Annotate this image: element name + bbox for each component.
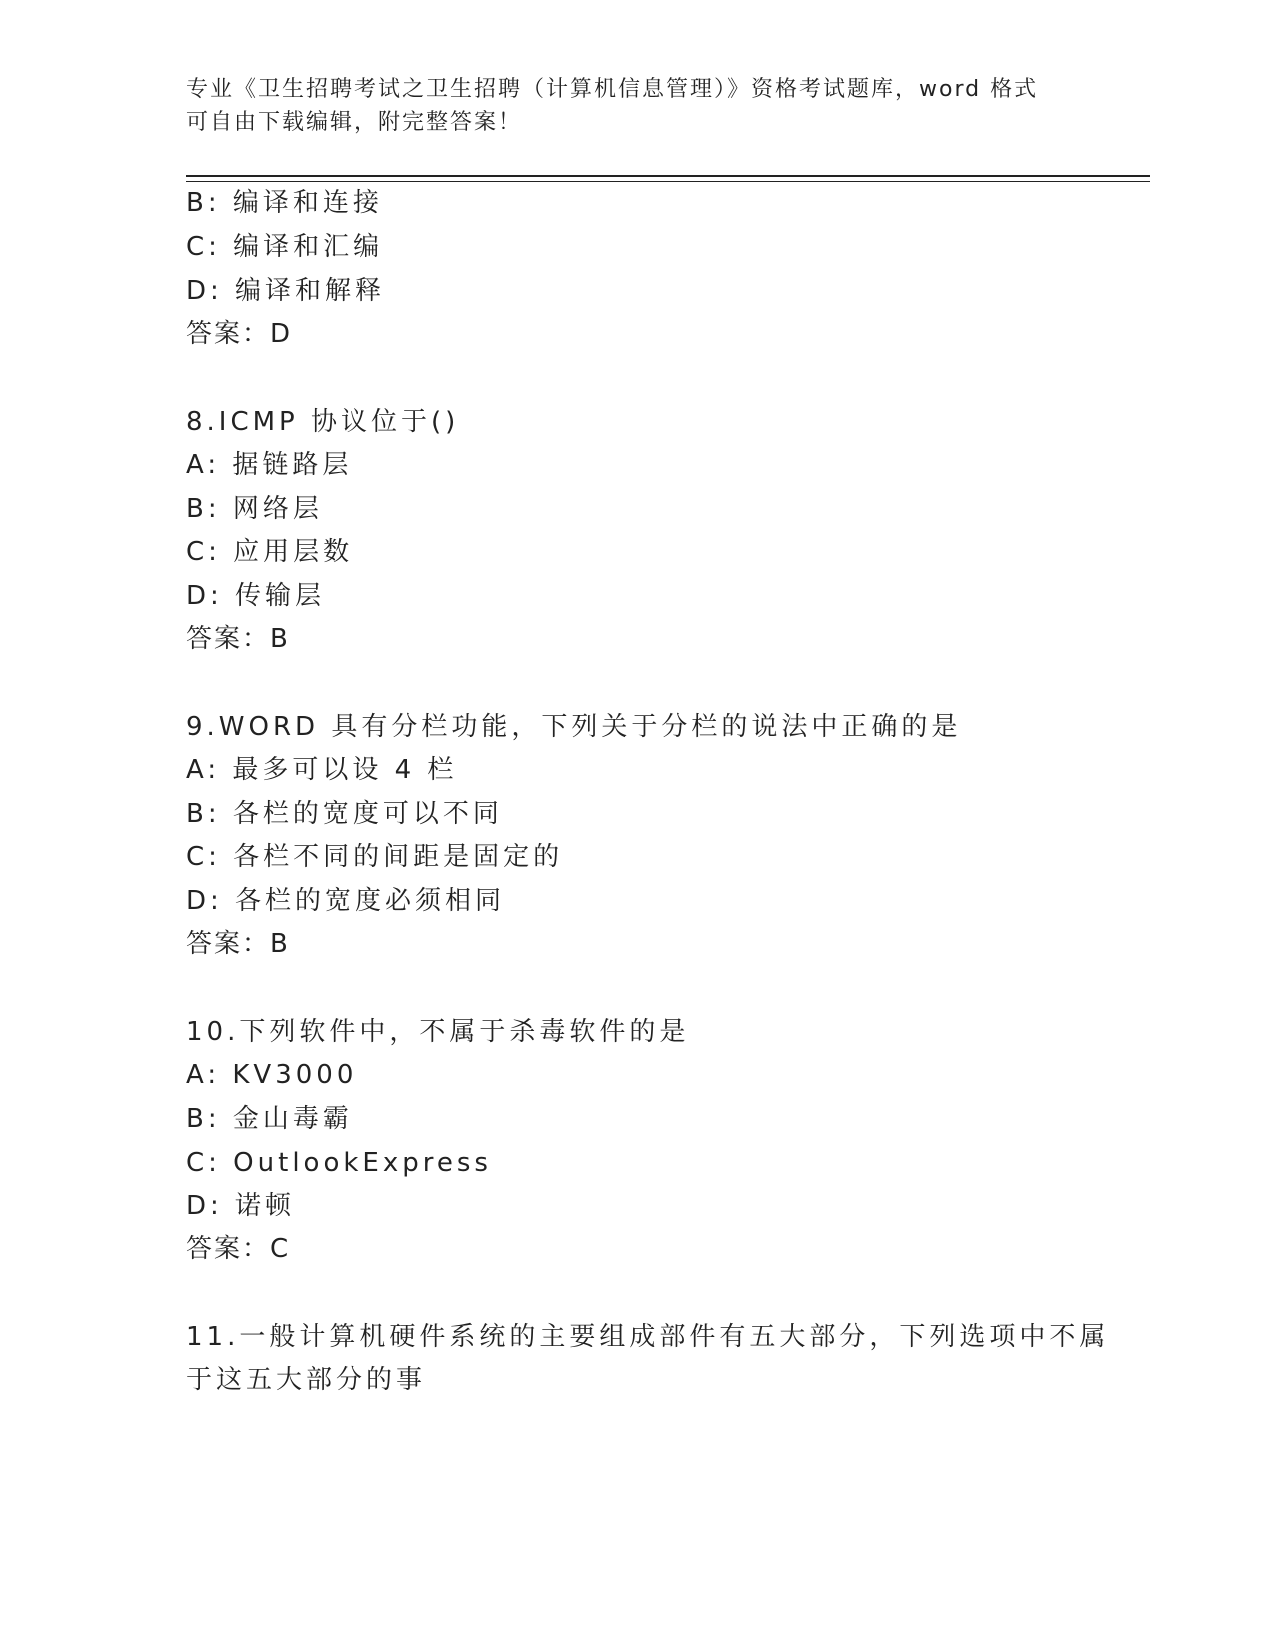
q7-option-d: D: 编译和解释 [186,276,386,306]
q8-answer: 答案：B [186,624,290,654]
q10-option-c: C: OutlookExpress [186,1148,492,1178]
q10-option-b: B: 金山毒霸 [186,1104,353,1134]
q10-stem: 10.下列软件中，不属于杀毒软件的是 [186,1017,690,1047]
q9-option-a: A: 最多可以设 4 栏 [186,755,458,785]
q9-option-c: C: 各栏不同的间距是固定的 [186,842,564,872]
q9-answer: 答案：B [186,929,290,959]
q7-option-b: B: 编译和连接 [186,188,383,218]
q9-option-d: D: 各栏的宽度必须相同 [186,886,506,916]
header-divider-thin [186,181,1150,182]
q7-option-c: C: 编译和汇编 [186,232,384,262]
q9-option-b: B: 各栏的宽度可以不同 [186,799,503,829]
q7-answer: 答案：D [186,319,293,349]
document-header [186,73,1086,139]
header-divider-thick [186,175,1150,177]
q8-option-c: C: 应用层数 [186,537,354,567]
q8-option-b: B: 网络层 [186,494,323,524]
q10-answer: 答案：C [186,1234,291,1264]
q9-stem: 9.WORD 具有分栏功能，下列关于分栏的说法中正确的是 [186,712,962,742]
q8-option-d: D: 传输层 [186,581,326,611]
header-line-2: 可自由下载编辑，附完整答案！ [186,110,523,135]
q11-stem-line-1: 11.一般计算机硬件系统的主要组成部件有五大部分，下列选项中不属 [186,1322,1110,1352]
q10-option-a: A: KV3000 [186,1060,358,1090]
q11-stem-line-2: 于这五大部分的事 [186,1365,427,1395]
q8-stem: 8.ICMP 协议位于() [186,407,460,437]
q8-option-a: A: 据链路层 [186,450,353,480]
header-line-1: 专业《卫生招聘考试之卫生招聘（计算机信息管理）》资格考试题库，word 格式 [186,77,1039,102]
q10-option-d: D: 诺顿 [186,1191,296,1221]
